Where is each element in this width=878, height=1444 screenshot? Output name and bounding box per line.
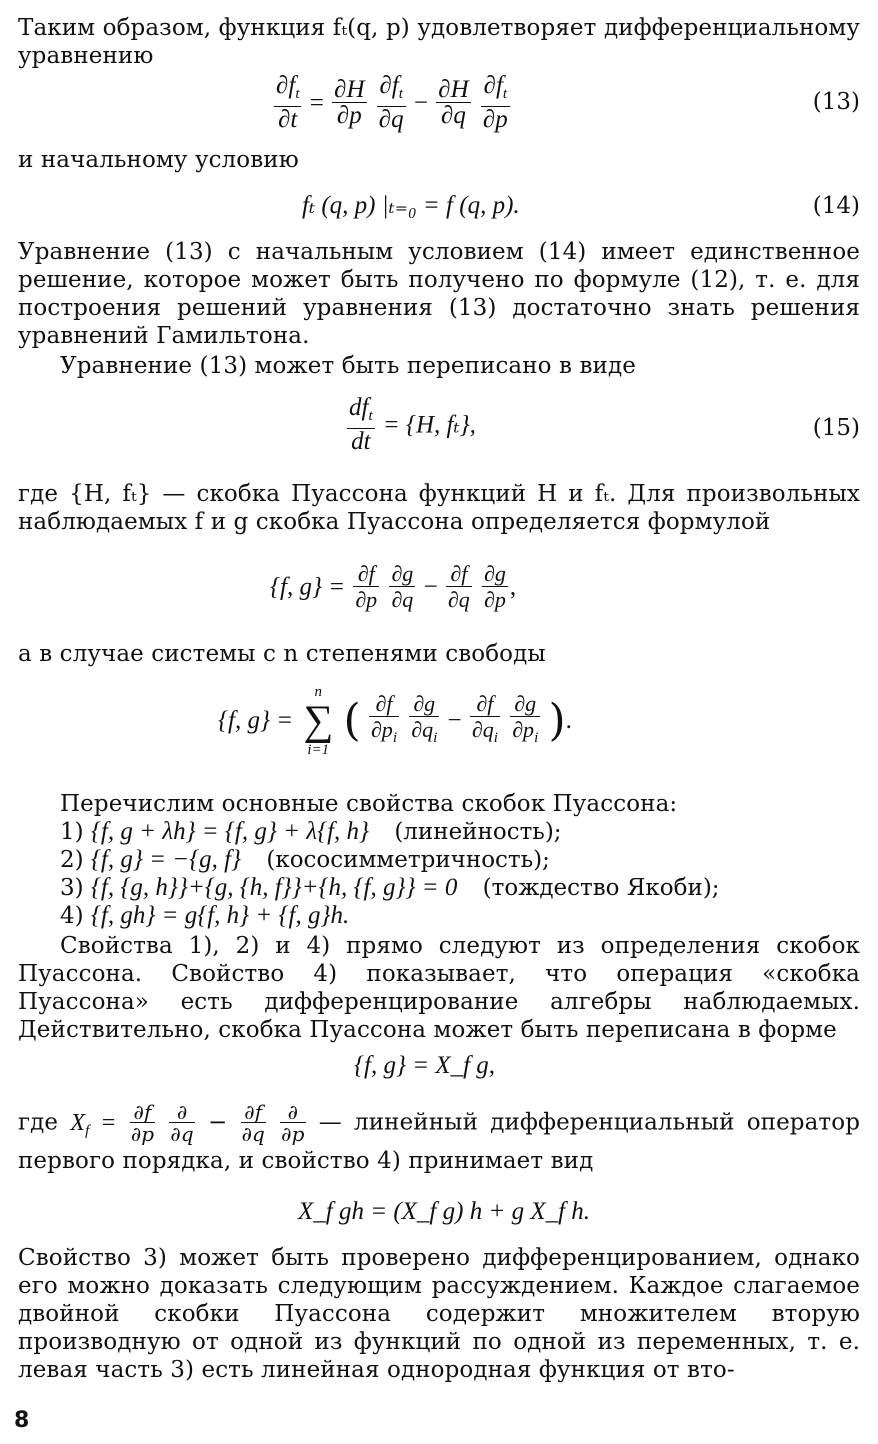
paragraph-n-degrees: а в случае системы с n степенями свободы (18, 641, 546, 667)
property-item-2: 2) {f, g} = −{g, f} (кососимметричность); (60, 846, 550, 873)
equation-14 (0, 192, 878, 224)
paragraph-initial-condition: и начальному условию (18, 147, 299, 173)
equation-15-body: $\frac{df_t}{dt}$ = {H, fₜ}, (349, 394, 476, 455)
equation-xf-g (0, 1052, 878, 1084)
paragraph-intro: Таким образом, функция fₜ(q, p) удовлетворяет дифференциальному уравнению (18, 15, 860, 69)
paragraph-rewrite: Уравнение (13) может быть переписано в виде (60, 353, 636, 379)
equation-xf-g-body: {f, g} = X_f g, (354, 1052, 496, 1079)
equation-poisson-bracket-n (0, 680, 878, 776)
property-item-4: 4) {f, gh} = g{f, h} + {f, g}h. (60, 902, 350, 929)
equation-poisson-bracket-n-body: {f, g} = n ∑ i=1 ( $\frac{\partial f}{\partial p_i}$ $\frac{\partial g}{\partial q_i}$ − $\frac{\partial f}{\partial q_i}$ $\frac{\partial g}{\partial p_i}$ ). (218, 684, 572, 758)
equation-15-number: (15) (812, 415, 860, 441)
paragraph-properties-intro: Перечислим основные свойства скобок Пуассона: (60, 791, 678, 817)
equation-15 (0, 396, 878, 460)
equation-13 (0, 74, 878, 138)
equation-13-body: $\frac{\partial f_t}{\partial t}$ = $\frac{\partial H}{\partial p}$ $\frac{\partial f_t}{\partial q}$ − $\frac{\partial H}{\partial q}$ $\frac{\partial f_t}{\partial p}$ (276, 72, 508, 133)
paragraph-jacobi-proof: Свойство 3) может быть проверено дифференцированием, однако его можно доказать следующим рассуждением. Каждое слагаемое двойной скобки Пуассона содержит множителем вторую производную от одной из функций по одной из переменных, т. е. левая часть 3) есть линейная однородная функция от вто- (18, 1245, 860, 1383)
equation-xf-gh (0, 1198, 878, 1230)
equation-poisson-bracket-body: {f, g} = $\frac{\partial f}{\partial p}$ $\frac{\partial g}{\partial q}$ − $\frac{\partial f}{\partial q}$ $\frac{\partial g}{\partial p}$ , (270, 561, 517, 612)
paragraph-derivation: Свойства 1), 2) и 4) прямо следуют из определения скобок Пуассона. Свойство 4) показывает, что операция «скобка Пуассона» есть дифференцирование алгебры наблюдаемых. Действительно, скобка Пуассона может быть переписана в форме (18, 933, 860, 1043)
summation-sign: n ∑ i=1 (303, 684, 334, 758)
equation-14-number: (14) (812, 193, 860, 219)
paragraph-uniqueness: Уравнение (13) с начальным условием (14) имеет единственное решение, которое может быть получено по формуле (12), т. е. для построения решений уравнения (13) достаточно знать решения уравнений Гамильтона. (18, 239, 860, 349)
paragraph-poisson-definition: где {H, fₜ} — скобка Пуассона функций H и fₜ. Для произвольных наблюдаемых f и g скобка Пуассона определяется формулой (18, 481, 860, 535)
equation-15-rhs: = {H, fₜ}, (382, 411, 476, 439)
equation-xf-gh-body: X_f gh = (X_f g) h + g X_f h. (298, 1198, 591, 1225)
equation-14-body: fₜ (q, p) |ₜ₌₀ = f (q, p). (302, 192, 520, 219)
property-item-1: 1) {f, g + λh} = {f, g} + λ{f, h} (линейность); (60, 818, 562, 845)
equation-poisson-bracket (0, 562, 878, 622)
poisson-bracket-n-lhs: {f, g} = (218, 707, 294, 734)
property-item-3: 3) {f, {g, h}}+{g, {h, f}}+{h, {f, g}} = 0 (тождество Якоби); (60, 874, 720, 901)
page-number: 8 (14, 1408, 30, 1433)
equation-13-number: (13) (812, 89, 860, 115)
poisson-bracket-lhs: {f, g} = (270, 573, 346, 601)
paragraph-xf-operator: где $X_f$ = $\frac{\partial f}{\partial p}$ $\frac{\partial}{\partial q}$ − $\frac{\partial f}{\partial q}$ $\frac{\partial}{\partial p}$ — линейный дифференциальный оператор первого порядка, и свойство 4) принимает вид (18, 1100, 861, 1174)
